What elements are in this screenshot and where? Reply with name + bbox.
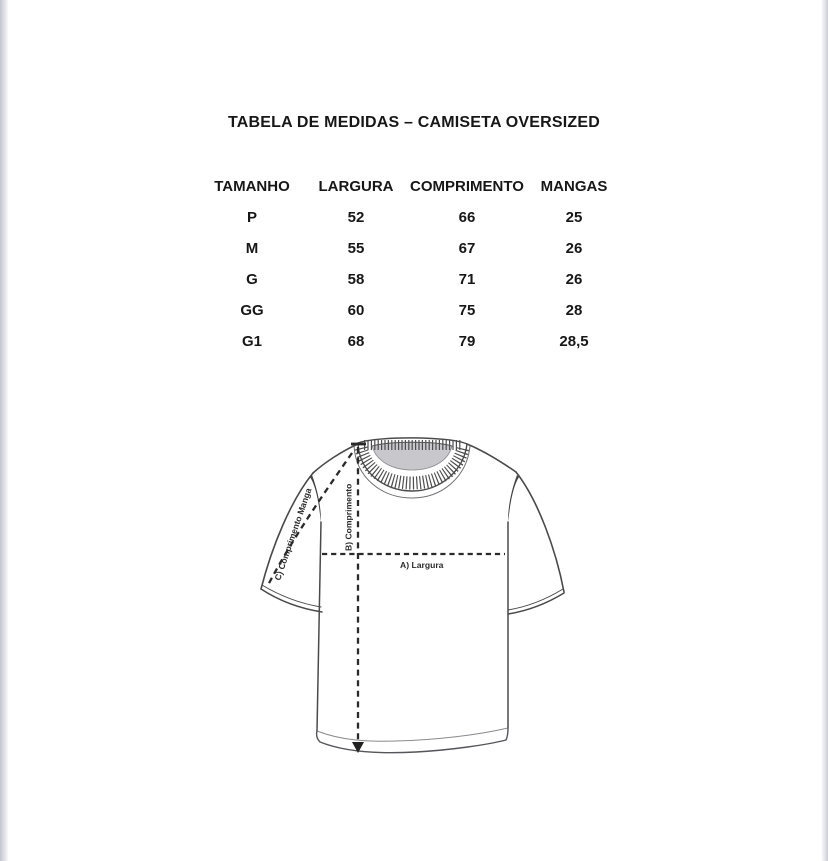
size-label: GG (240, 302, 264, 319)
size-value: 25 (565, 209, 583, 226)
right-armhole-seam (508, 475, 519, 522)
size-value: 60 (347, 302, 365, 319)
size-value: 66 (458, 209, 476, 226)
collar (354, 438, 470, 498)
size-value: 55 (347, 240, 365, 257)
page-title: TABELA DE MEDIDAS – CAMISETA OVERSIZED (227, 114, 601, 131)
size-value: 28 (565, 302, 583, 319)
left-shoulder-seam (313, 444, 358, 473)
label-comprimento: B) Comprimento (343, 483, 354, 551)
size-value: 68 (347, 333, 365, 350)
label-comprimento-manga: C) Comprimento Manga (272, 486, 314, 582)
size-value: 67 (458, 240, 476, 257)
size-value: 75 (458, 302, 476, 319)
size-table (197, 171, 619, 357)
size-value: 79 (458, 333, 476, 350)
right-cuff-outer (508, 593, 564, 614)
tshirt-diagram (230, 420, 600, 770)
size-label: P (246, 209, 257, 226)
size-label: M (245, 240, 259, 257)
size-value: 28,5 (559, 333, 589, 350)
size-label: G1 (241, 333, 262, 350)
size-value: 52 (347, 209, 365, 226)
col-header-tamanho: TAMANHO (214, 178, 290, 195)
hem-inner-line (317, 728, 508, 741)
right-sleeve-outer (516, 472, 564, 592)
size-value: 71 (458, 271, 476, 288)
size-label: G (246, 271, 258, 288)
left-cuff-outer (261, 589, 322, 612)
size-value: 58 (347, 271, 365, 288)
left-side-seam (317, 522, 321, 731)
label-largura: A) Largura (400, 560, 444, 570)
right-shoulder-seam (467, 444, 516, 472)
col-header-largura: LARGURA (318, 178, 394, 195)
col-header-mangas: MANGAS (540, 178, 608, 195)
size-value: 26 (565, 240, 583, 257)
size-value: 26 (565, 271, 583, 288)
col-header-comprimento: COMPRIMENTO (410, 178, 524, 195)
